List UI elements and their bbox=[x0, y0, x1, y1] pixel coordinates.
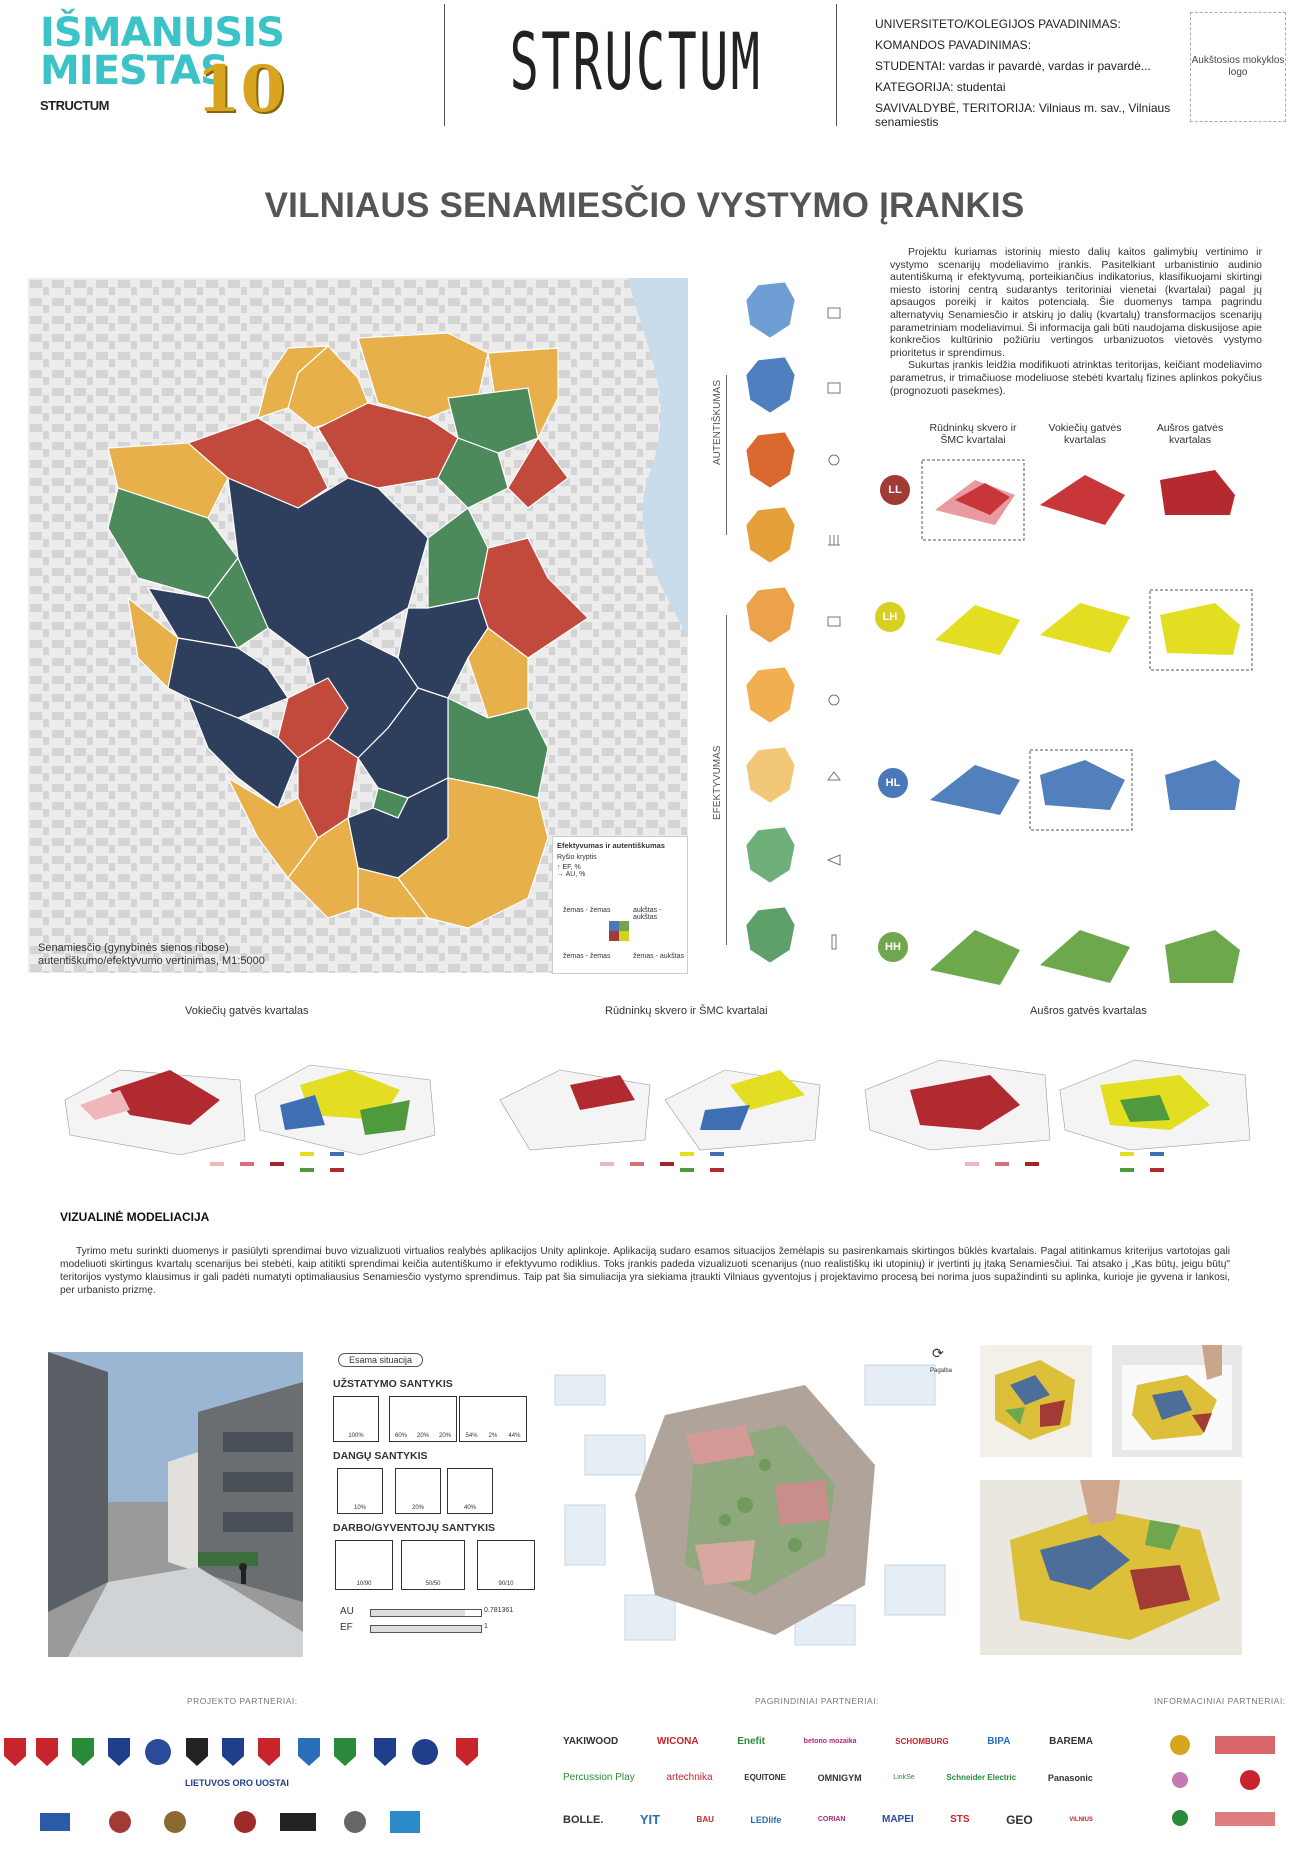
university-logos bbox=[40, 1808, 460, 1838]
model-photo-3 bbox=[980, 1480, 1242, 1655]
bracket-line bbox=[726, 615, 727, 945]
label-dangu: DANGŲ SANTYKIS bbox=[333, 1450, 428, 1462]
uni-logo-icon bbox=[109, 1811, 131, 1833]
legend-label: aukštas - aukštas bbox=[633, 907, 662, 921]
legend-label: žemas - aukštas bbox=[633, 953, 684, 960]
ef-label: EF bbox=[340, 1622, 353, 1633]
info-university: UNIVERSITETO/KOLEGIJOS PAVADINIMAS: bbox=[875, 17, 1121, 31]
info-territory-2: senamiestis bbox=[875, 115, 939, 129]
sponsors-row-1 bbox=[563, 1736, 1093, 1747]
tab-esama-situacija[interactable]: Esama situacija bbox=[338, 1353, 423, 1367]
sponsor-logo: OMNIGYM bbox=[817, 1772, 862, 1783]
info-partner-icon bbox=[1215, 1812, 1275, 1826]
block-model bbox=[1040, 760, 1125, 810]
sponsor-logo: LinkSe bbox=[893, 1774, 915, 1781]
thumb-icon bbox=[829, 455, 839, 465]
info-partner-logos bbox=[1160, 1730, 1285, 1845]
label-efektyvumas: EFEKTYVUMAS bbox=[712, 745, 723, 820]
block-model bbox=[935, 605, 1020, 655]
ef-value: 1 bbox=[484, 1623, 488, 1630]
info-partner-icon bbox=[1172, 1772, 1188, 1788]
option-value: 10% bbox=[353, 1505, 366, 1511]
sponsor-logo: artechnika bbox=[666, 1772, 713, 1783]
model-row-lh bbox=[935, 603, 1240, 655]
legend-swatch bbox=[710, 1168, 724, 1172]
option-uzstatymo-3[interactable] bbox=[459, 1396, 527, 1442]
uzstatymo-options bbox=[333, 1396, 533, 1444]
info-partner-icon bbox=[1172, 1810, 1188, 1826]
partners-project-label: PROJEKTO PARTNERIAI: bbox=[187, 1696, 298, 1706]
legend-swatch-lh bbox=[619, 931, 629, 941]
au-value: 0.781361 bbox=[484, 1607, 514, 1614]
sponsor-logo: GEO bbox=[1006, 1812, 1033, 1827]
sponsor-logo: Schneider Electric bbox=[946, 1773, 1017, 1782]
badge-lh: LH bbox=[875, 602, 905, 632]
aerial-render bbox=[545, 1345, 960, 1655]
sponsor-logo: VILNIUS bbox=[1069, 1816, 1093, 1823]
legend-swatch bbox=[210, 1162, 224, 1166]
intro-paragraph bbox=[890, 246, 1262, 397]
uni-logo-icon bbox=[234, 1811, 256, 1833]
option-value: 90/10 bbox=[498, 1581, 514, 1587]
thumb-icon bbox=[829, 695, 839, 705]
legend-swatch bbox=[680, 1152, 694, 1156]
option-darbo-1[interactable] bbox=[335, 1540, 393, 1590]
legend-swatch bbox=[630, 1162, 644, 1166]
thumb-map bbox=[746, 747, 795, 803]
header-divider bbox=[836, 4, 837, 126]
map-legend: Efektyvumas ir autentiškumas Ryšio kryptis ↑ EF, % → AU, % žemas - žemas aukštas - aukštas žemas - žemas žemas - aukštas bbox=[552, 836, 688, 974]
option-uzstatymo-1[interactable] bbox=[333, 1396, 379, 1442]
option-value: 50/50 bbox=[425, 1581, 441, 1587]
model-row-hl bbox=[930, 760, 1240, 815]
label-autentiskumas: AUTENTIŠKUMAS bbox=[712, 379, 723, 465]
info-students: STUDENTAI: vardas ir pavardė, vardas ir pavardė... bbox=[875, 59, 1151, 73]
crest-icon bbox=[108, 1738, 130, 1766]
partners-general-label: PAGRINDINIAI PARTNERIAI: bbox=[755, 1696, 879, 1706]
partner-airport: LIETUVOS ORO UOSTAI bbox=[185, 1778, 289, 1788]
option-value: 54% bbox=[465, 1433, 478, 1439]
legend-swatch bbox=[1120, 1168, 1134, 1172]
option-dangu-1[interactable] bbox=[337, 1468, 383, 1514]
section-models bbox=[60, 1030, 1260, 1185]
sponsor-logo: STS bbox=[950, 1814, 970, 1825]
legend-swatch bbox=[710, 1152, 724, 1156]
thumb-map bbox=[746, 667, 795, 723]
option-value: 60% bbox=[394, 1433, 407, 1439]
block-model bbox=[1165, 760, 1240, 810]
label-uzstatymo: UŽSTATYMO SANTYKIS bbox=[333, 1378, 453, 1390]
block-model bbox=[1040, 475, 1125, 525]
page-title: VILNIAUS SENAMIESČIO VYSTYMO ĮRANKIS bbox=[264, 186, 1025, 225]
sponsor-logo: Panasonic bbox=[1047, 1772, 1093, 1783]
intro-text-2: Sukurtas įrankis leidžia modifikuoti atrinktas teritorijas, keičiant modeliavimo parametrus, ir trimačiuose modeliuose stebėti kvartalų fizines aplinkos pokyčius (prognozuoti pasekmes). bbox=[890, 359, 1262, 397]
thumb-map bbox=[746, 827, 795, 883]
legend-swatch bbox=[330, 1152, 344, 1156]
legend-swatch bbox=[680, 1168, 694, 1172]
legend-ef: EF, % bbox=[562, 864, 581, 871]
legend-swatch bbox=[600, 1162, 614, 1166]
block-model bbox=[1040, 603, 1130, 653]
sponsor-logo: Percussion Play bbox=[563, 1772, 635, 1783]
sponsor-logo: BIPA bbox=[987, 1736, 1011, 1747]
block-model bbox=[1165, 930, 1240, 983]
thumb-map bbox=[746, 507, 795, 563]
crest-icon bbox=[145, 1739, 171, 1765]
block-model bbox=[1160, 603, 1240, 655]
legend-swatch bbox=[1025, 1162, 1039, 1166]
legend-swatch bbox=[330, 1168, 344, 1172]
option-dangu-2[interactable] bbox=[395, 1468, 441, 1514]
thumb-icon bbox=[828, 535, 840, 545]
crest-icon bbox=[298, 1738, 320, 1766]
crest-icon bbox=[222, 1738, 244, 1766]
sponsor-logo: betono mozaika bbox=[803, 1738, 857, 1745]
visual-text: Tyrimo metu surinkti duomenys ir pasiūlyti sprendimai buvo vizualizuoti virtualios realybės aplikacijos Unity aplinkoje. Aplikaciją sudaro esamos situacijos žemėlapis su pasirenkamais skirtingos būklės kvartalais. Pagal atitinkamus kriterijus vartotojas gali modeliuoti skirtingus kvartalų scenarijus bei stebėti, kaip atitikti sprendimai keičia autentiškumo ir efektyvumo rodiklius. Toks įrankis padeda vizualizuoti scenarijus (nuo realistiškų iki utopinių) ir įvertinti jų įtaką Senamiesčiui. Tai atsako į „Kas būtų, jeigu būtų" teritorijos vystymo klausimus ir gali padėti numatyti optimaliausius Senamiesčio vystymo sprendimus. Taip pat šia simuliacija yra siekiama įtraukti Vilniaus gyventojus į projektavimo procesą bei norima juos supažindinti su aplinka, kurioje jie gyvena ir lankosi, per urbanisto prizmę. bbox=[60, 1246, 1230, 1296]
block-model bbox=[930, 765, 1020, 815]
info-territory: SAVIVALDYBĖ, TERITORIJA: Vilniaus m. sav., Vilniaus bbox=[875, 101, 1171, 115]
option-uzstatymo-2[interactable] bbox=[389, 1396, 457, 1442]
option-value: 44% bbox=[508, 1433, 521, 1439]
legend-swatch bbox=[965, 1162, 979, 1166]
legend-swatch bbox=[300, 1152, 314, 1156]
thumb-icon bbox=[828, 383, 840, 393]
logo-line-2: MIESTAS bbox=[40, 48, 228, 94]
thumb-icon bbox=[828, 855, 840, 865]
sponsor-logo: YAKIWOOD bbox=[563, 1736, 619, 1747]
au-slider-fill bbox=[371, 1610, 465, 1616]
header-divider bbox=[444, 4, 445, 126]
legend-title: Efektyvumas ir autentiškumas bbox=[557, 841, 665, 850]
badge-hh: HH bbox=[878, 932, 908, 962]
sponsor-logo: CORIAN bbox=[817, 1816, 846, 1823]
university-logo-placeholder: Aukštosios mokyklos logo bbox=[1190, 12, 1286, 122]
thumb-icon bbox=[832, 935, 836, 949]
team-info bbox=[875, 14, 1195, 129]
crest-icon bbox=[334, 1738, 356, 1766]
label-darbo: DARBO/GYVENTOJŲ SANTYKIS bbox=[333, 1522, 495, 1534]
intro-text-1: Projektu kuriamas istorinių miesto dalių kaitos galimybių vertinimo ir vystymo scenarijų modeliavimo įrankis. Pasitelkiant urbanistinio audinio autentiškumą ir efektyvumą, porteikiančius indikatorius, klasifikuojami skirtingi miesto istorinį centrą sudarantys teritoriniai vienetai (kvartalai) pagal jų apsaugos poreikį ir kaitos potencialą. Šie duomenys tampa pagrindu alternatyvių Senamiesčio ir atskirų jo dalių (kvartalų) transformacijos scenarijų parametriniam modeliavimui. Ši informacija gali būti naudojama diskusijose apie konkrečios kultūrinio požiūriu vertingos urbanizuotos vietovės vystymo prioritetus ir sprendimus. bbox=[890, 246, 1262, 359]
crest-icon bbox=[258, 1738, 280, 1766]
bracket-line bbox=[726, 375, 727, 535]
thumb-map bbox=[746, 282, 795, 338]
block-model bbox=[930, 930, 1020, 985]
legend-swatch bbox=[995, 1162, 1009, 1166]
legend-relation: Ryšio kryptis bbox=[557, 854, 597, 861]
map-caption: Senamiesčio (gynybinės sienos ribose) autentiškumo/efektyvumo vertinimas, M1:5000 bbox=[38, 942, 265, 967]
logo-number: 10 bbox=[196, 52, 286, 127]
info-team: KOMANDOS PAVADINIMAS: bbox=[875, 38, 1032, 52]
street-render bbox=[48, 1352, 303, 1657]
block-model bbox=[1040, 930, 1130, 983]
thumb-icon bbox=[828, 617, 840, 626]
section-title-rudninku: Rūdninkų skvero ir ŠMC kvartalai bbox=[605, 1005, 768, 1017]
crest-icon bbox=[186, 1738, 208, 1766]
sponsors-row-2 bbox=[563, 1772, 1093, 1783]
thumb-map bbox=[746, 432, 795, 488]
indicator-thumbnails bbox=[740, 280, 850, 985]
help-icon[interactable]: ⟳ bbox=[932, 1345, 944, 1361]
sponsor-logo: YIT bbox=[639, 1812, 661, 1827]
sponsor-logo: MAPEI bbox=[881, 1814, 914, 1825]
legend-swatch bbox=[1150, 1152, 1164, 1156]
ef-slider-fill bbox=[371, 1626, 481, 1632]
sponsor-logo: BAREMA bbox=[1049, 1736, 1093, 1747]
thumb-map bbox=[746, 907, 795, 963]
option-value: 10/90 bbox=[356, 1581, 372, 1587]
crest-icon bbox=[4, 1738, 26, 1766]
crest-icon bbox=[456, 1738, 478, 1766]
option-darbo-3[interactable] bbox=[477, 1540, 535, 1590]
sponsor-logo: BOLLE. bbox=[563, 1813, 604, 1826]
crest-icon bbox=[374, 1738, 396, 1766]
legend-swatch-ll bbox=[609, 931, 619, 941]
dangu-options bbox=[333, 1468, 533, 1514]
logo-line-1: IŠMANUSIS bbox=[40, 10, 284, 56]
model-row-ll bbox=[935, 470, 1235, 525]
thumb-map bbox=[746, 357, 795, 413]
help-label[interactable]: Pagalba bbox=[930, 1368, 953, 1374]
badge-ll: LL bbox=[880, 475, 910, 505]
legend-swatch bbox=[270, 1162, 284, 1166]
matrix-models bbox=[915, 455, 1255, 1000]
model-photo-1 bbox=[980, 1345, 1092, 1457]
brand-title: STRUCTUM bbox=[509, 18, 763, 108]
legend-swatch-hl bbox=[609, 921, 619, 931]
legend-swatch bbox=[1150, 1168, 1164, 1172]
option-darbo-2[interactable] bbox=[401, 1540, 465, 1590]
section-title-vokieciu: Vokiečių gatvės kvartalas bbox=[185, 1005, 309, 1017]
matrix-col-header: Rūdninkų skvero ir ŠMC kvartalai bbox=[929, 422, 1017, 446]
crest-icon bbox=[412, 1739, 438, 1765]
partners-info-label: INFORMACINIAI PARTNERIAI: bbox=[1154, 1696, 1286, 1706]
option-value: 20% bbox=[438, 1433, 451, 1439]
sponsor-logo: LEDlife bbox=[750, 1814, 782, 1825]
sponsor-logo: WICONA bbox=[656, 1736, 699, 1747]
option-value: 2% bbox=[488, 1433, 498, 1439]
block-model bbox=[1160, 470, 1235, 515]
info-partner-icon bbox=[1215, 1736, 1275, 1754]
badge-hl: HL bbox=[878, 768, 908, 798]
legend-swatch-hh bbox=[619, 921, 629, 931]
sponsor-logo: Enefit bbox=[737, 1736, 765, 1747]
legend-swatch bbox=[1120, 1152, 1134, 1156]
sponsor-logo: BAU bbox=[696, 1815, 714, 1824]
thumb-icon bbox=[828, 772, 840, 780]
legend-swatch bbox=[300, 1168, 314, 1172]
option-value: 20% bbox=[416, 1433, 429, 1439]
visual-heading: VIZUALINĖ MODELIACIJA bbox=[60, 1210, 210, 1224]
model-row-hh bbox=[930, 930, 1240, 985]
matrix-col-header: Aušros gatvės kvartalas bbox=[1156, 422, 1224, 446]
legend-swatch bbox=[660, 1162, 674, 1166]
crest-icon bbox=[36, 1738, 58, 1766]
logo-subtitle: STRUCTUM bbox=[40, 98, 109, 113]
uni-logo-icon bbox=[40, 1813, 70, 1831]
sponsors-row-3 bbox=[563, 1812, 1093, 1827]
section-title-ausros: Aušros gatvės kvartalas bbox=[1030, 1005, 1147, 1017]
crest-icon bbox=[72, 1738, 94, 1766]
municipality-crests bbox=[0, 1732, 480, 1772]
option-value: 100% bbox=[348, 1433, 364, 1439]
option-value: 40% bbox=[463, 1505, 476, 1511]
thumb-icon bbox=[828, 308, 840, 318]
legend-swatches bbox=[609, 921, 629, 941]
sponsor-logo: EQUITONE bbox=[744, 1773, 786, 1782]
darbo-options bbox=[333, 1540, 543, 1592]
legend-label: žemas - žemas bbox=[563, 953, 611, 960]
uni-logo-icon bbox=[390, 1811, 420, 1833]
info-category: KATEGORIJA: studentai bbox=[875, 80, 1006, 94]
model-photo-2 bbox=[1112, 1345, 1242, 1457]
info-partner-icon bbox=[1170, 1735, 1190, 1755]
info-partner-icon bbox=[1240, 1770, 1260, 1790]
uni-logo-icon bbox=[344, 1811, 366, 1833]
au-slider[interactable] bbox=[370, 1609, 482, 1617]
uni-logo-icon bbox=[280, 1813, 316, 1831]
thumb-map bbox=[746, 587, 795, 643]
context-buildings bbox=[500, 1070, 650, 1150]
sponsor-logo: SCHOMBURG bbox=[895, 1737, 949, 1746]
legend-swatch bbox=[240, 1162, 254, 1166]
option-dangu-3[interactable] bbox=[447, 1468, 493, 1514]
legend-label: žemas - žemas bbox=[563, 907, 611, 914]
ef-slider[interactable] bbox=[370, 1625, 482, 1633]
legend-au: AU, % bbox=[565, 871, 586, 878]
uni-logo-icon bbox=[164, 1811, 186, 1833]
au-label: AU bbox=[340, 1606, 354, 1617]
matrix-col-header: Vokiečių gatvės kvartalas bbox=[1048, 422, 1122, 446]
option-value: 20% bbox=[411, 1505, 424, 1511]
